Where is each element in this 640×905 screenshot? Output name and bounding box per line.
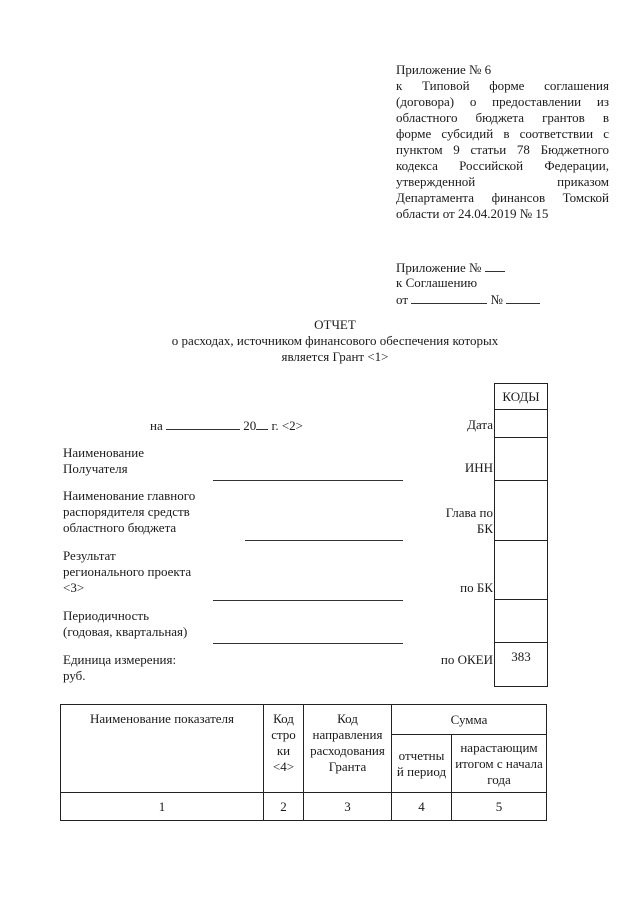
code-okei-cell: 383: [495, 643, 547, 687]
col-direction-code: Код направления расходования Гранта: [304, 705, 392, 793]
agreement-number-field[interactable]: [506, 291, 540, 304]
chief-label: Глава по БК: [445, 505, 493, 536]
report-date-line: [150, 417, 303, 434]
agreement-number-label: №: [490, 292, 503, 307]
period-label: Периодичность (годовая, квартальная): [63, 608, 188, 639]
appendix-line: пунктом 9 статьи 78 Бюджетного: [396, 142, 609, 157]
appendix-line: утвержденной приказом: [396, 174, 609, 189]
appendix-line: области от 24.04.2019 № 15: [396, 206, 549, 221]
code-inn-cell[interactable]: [495, 438, 547, 481]
result-label: Результат регионального проекта <3>: [63, 548, 192, 595]
col-number: 4: [392, 793, 452, 821]
code-chief-cell[interactable]: [495, 481, 547, 541]
bk-label: по БК: [460, 580, 493, 595]
appendix-line: кодекса Российской Федерации,: [396, 158, 609, 173]
agreement-label: к Соглашению: [396, 275, 478, 290]
period-field[interactable]: [213, 643, 403, 644]
col-indicator-name: Наименование показателя: [61, 705, 264, 793]
appendix-line: Приложение № 6: [396, 62, 492, 77]
col-report-period: отчетны й период: [392, 735, 452, 793]
result-field[interactable]: [213, 600, 403, 601]
agreement-date-prefix: от: [396, 292, 409, 307]
codes-column: [494, 383, 548, 687]
manager-field[interactable]: [245, 540, 403, 541]
inn-label: ИНН: [464, 460, 493, 475]
appendix-line: областного бюджета грантов в: [396, 110, 609, 125]
report-subtitle: о расходах, источником финансового обеспечения которых: [171, 333, 499, 348]
code-period-cell[interactable]: [495, 600, 547, 643]
report-subtitle: является Грант <1>: [281, 349, 389, 364]
manager-label: Наименование главного распорядителя средств областного бюджета: [63, 488, 196, 535]
appendix-line: к Типовой форме соглашения: [396, 78, 609, 93]
date-prefix: на: [150, 418, 163, 433]
col-number: 1: [61, 793, 264, 821]
col-number: 5: [452, 793, 547, 821]
col-number: 2: [264, 793, 304, 821]
okei-label: по ОКЕИ: [440, 652, 493, 667]
report-title: [100, 317, 570, 365]
report-heading: ОТЧЕТ: [314, 317, 356, 332]
recipient-label: Наименование Получателя: [63, 445, 144, 476]
code-date-cell[interactable]: [495, 410, 547, 438]
attachment-number-field[interactable]: [485, 259, 505, 272]
attachment-block: [396, 259, 596, 307]
col-sum-header: Сумма: [392, 705, 547, 735]
col-cumulative: нарастающим итогом с начала года: [452, 735, 547, 793]
date-field[interactable]: [166, 417, 240, 430]
appendix-line: форме субсидий в соответствии с: [396, 126, 609, 141]
unit-label: Единица измерения: руб.: [63, 652, 177, 683]
attachment-number-label: Приложение №: [396, 260, 482, 275]
appendix-block: [396, 62, 609, 222]
col-number: 3: [304, 793, 392, 821]
date-label: Дата: [467, 417, 493, 432]
agreement-date-field[interactable]: [411, 291, 487, 304]
codes-header: КОДЫ: [495, 383, 547, 410]
date-year: 20: [243, 418, 257, 433]
expense-table: [60, 704, 547, 821]
code-bk-cell[interactable]: [495, 541, 547, 600]
appendix-line: Департамента финансов Томской: [396, 190, 609, 205]
date-suffix: г. <2>: [271, 418, 304, 433]
appendix-line: (договора) о предоставлении из: [396, 94, 609, 109]
year-field[interactable]: [256, 417, 268, 430]
col-row-code: Код стро ки <4>: [264, 705, 304, 793]
recipient-field[interactable]: [213, 480, 403, 481]
